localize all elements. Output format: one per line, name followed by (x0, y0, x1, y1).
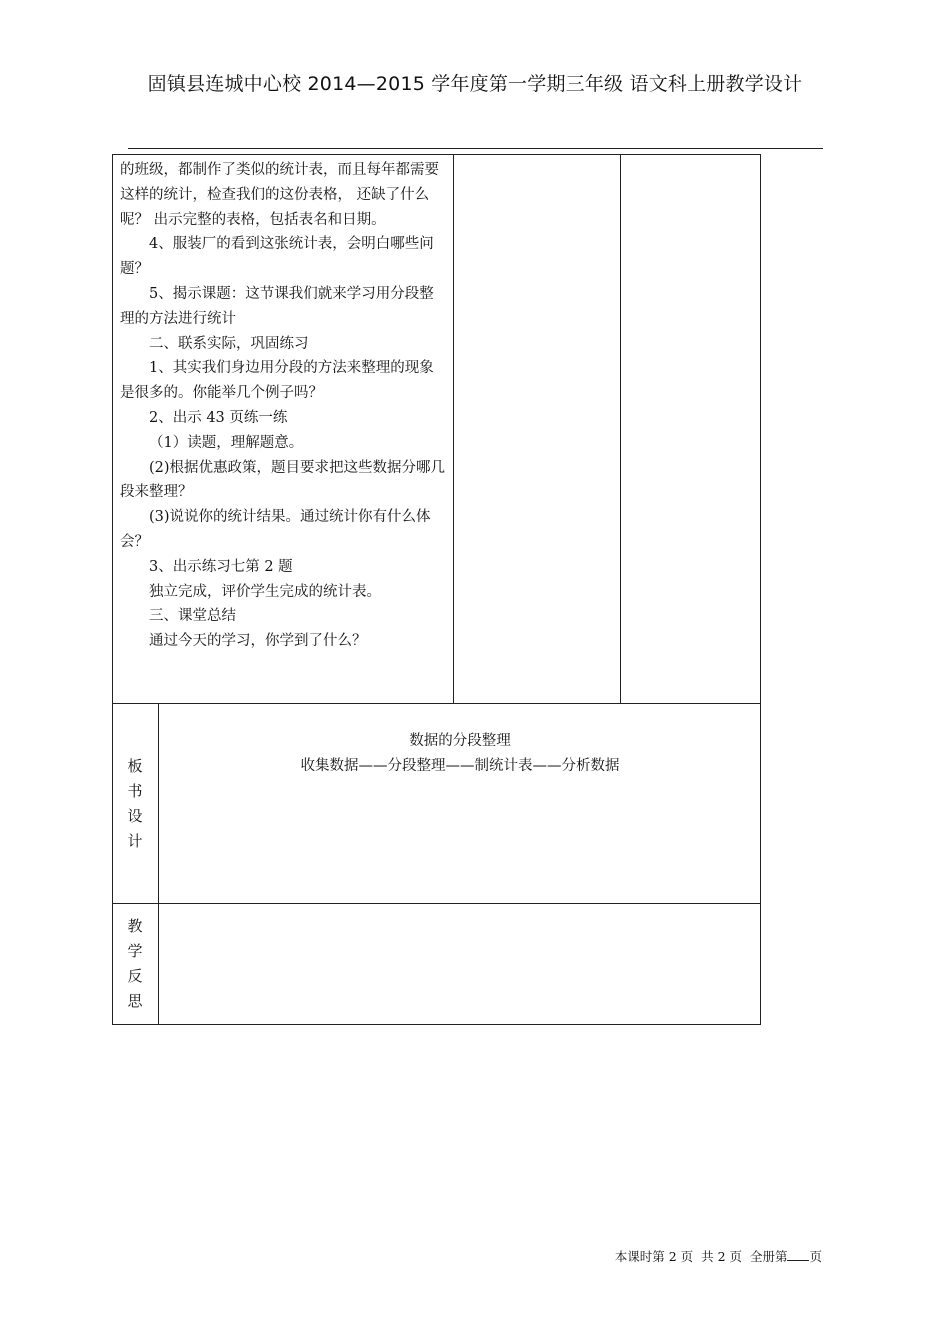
board-design-flow: 收集数据——分段整理——制统计表——分析数据 (300, 758, 620, 774)
label-column-divider (158, 703, 159, 1025)
board-label-char: 计 (127, 832, 143, 850)
footer-page-suffix: 页 (809, 1249, 822, 1264)
row-divider-1 (112, 703, 761, 704)
lesson-paragraph: 三、课堂总结 (149, 608, 236, 625)
column-divider-2 (620, 154, 621, 703)
header-divider (128, 148, 823, 149)
footer-total-pages: 共 2 页 (701, 1249, 743, 1264)
lesson-paragraph: 二、联系实际，巩固练习 (149, 335, 309, 352)
row-divider-2 (112, 903, 761, 904)
lesson-paragraph: 的班级，都制作了类似的统计表，而且每年都需要这样的统计，检查我们的这份表格， 还缺了什么呢？ 出示完整的表格，包括表名和日期。 (120, 162, 439, 228)
lesson-paragraph: （1）读题，理解题意。 (149, 434, 304, 451)
board-label-char: 板 (127, 757, 143, 775)
footer-current-page: 本课时第 2 页 (614, 1249, 694, 1264)
lesson-paragraph: 1、其实我们身边用分段的方法来整理的现象是很多的。你能举几个例子吗？ (120, 360, 434, 402)
board-label-char: 书 (127, 782, 143, 800)
board-label-char: 设 (127, 807, 143, 825)
footer-volume-label: 全册第 (749, 1249, 788, 1264)
reflection-label-char: 学 (127, 942, 143, 960)
board-design-label (112, 754, 158, 854)
reflection-label (112, 914, 158, 1014)
lesson-paragraph: 3、出示练习七第 2 题 (149, 558, 293, 575)
reflection-label-char: 反 (127, 967, 143, 985)
lesson-paragraph: (2)根据优惠政策，题目要求把这些数据分哪几段来整理？ (120, 459, 446, 501)
teaching-process-cell (120, 158, 448, 654)
reflection-label-char: 思 (127, 992, 143, 1010)
lesson-paragraph: 2、出示 43 页练一练 (149, 409, 288, 426)
lesson-paragraph: 4、服装厂的看到这张统计表，会明白哪些问题？ (120, 236, 434, 278)
board-design-title: 数据的分段整理 (409, 733, 511, 749)
reflection-label-char: 教 (127, 917, 143, 935)
lesson-paragraph: (3)说说你的统计结果。通过统计你有什么体会？ (120, 509, 431, 550)
lesson-paragraph: 独立完成，评价学生完成的统计表。 (149, 583, 381, 600)
document-title: 固镇县连城中心校 2014—2015 学年度第一学期三年级 语文科上册教学设计 (147, 73, 803, 95)
page-footer (580, 1247, 822, 1265)
footer-blank (787, 1247, 809, 1261)
lesson-paragraph: 通过今天的学习，你学到了什么？ (149, 633, 367, 650)
lesson-paragraph: 5、揭示课题：这节课我们就来学习用分段整理的方法进行统计 (120, 285, 434, 327)
column-divider-1 (453, 154, 454, 703)
